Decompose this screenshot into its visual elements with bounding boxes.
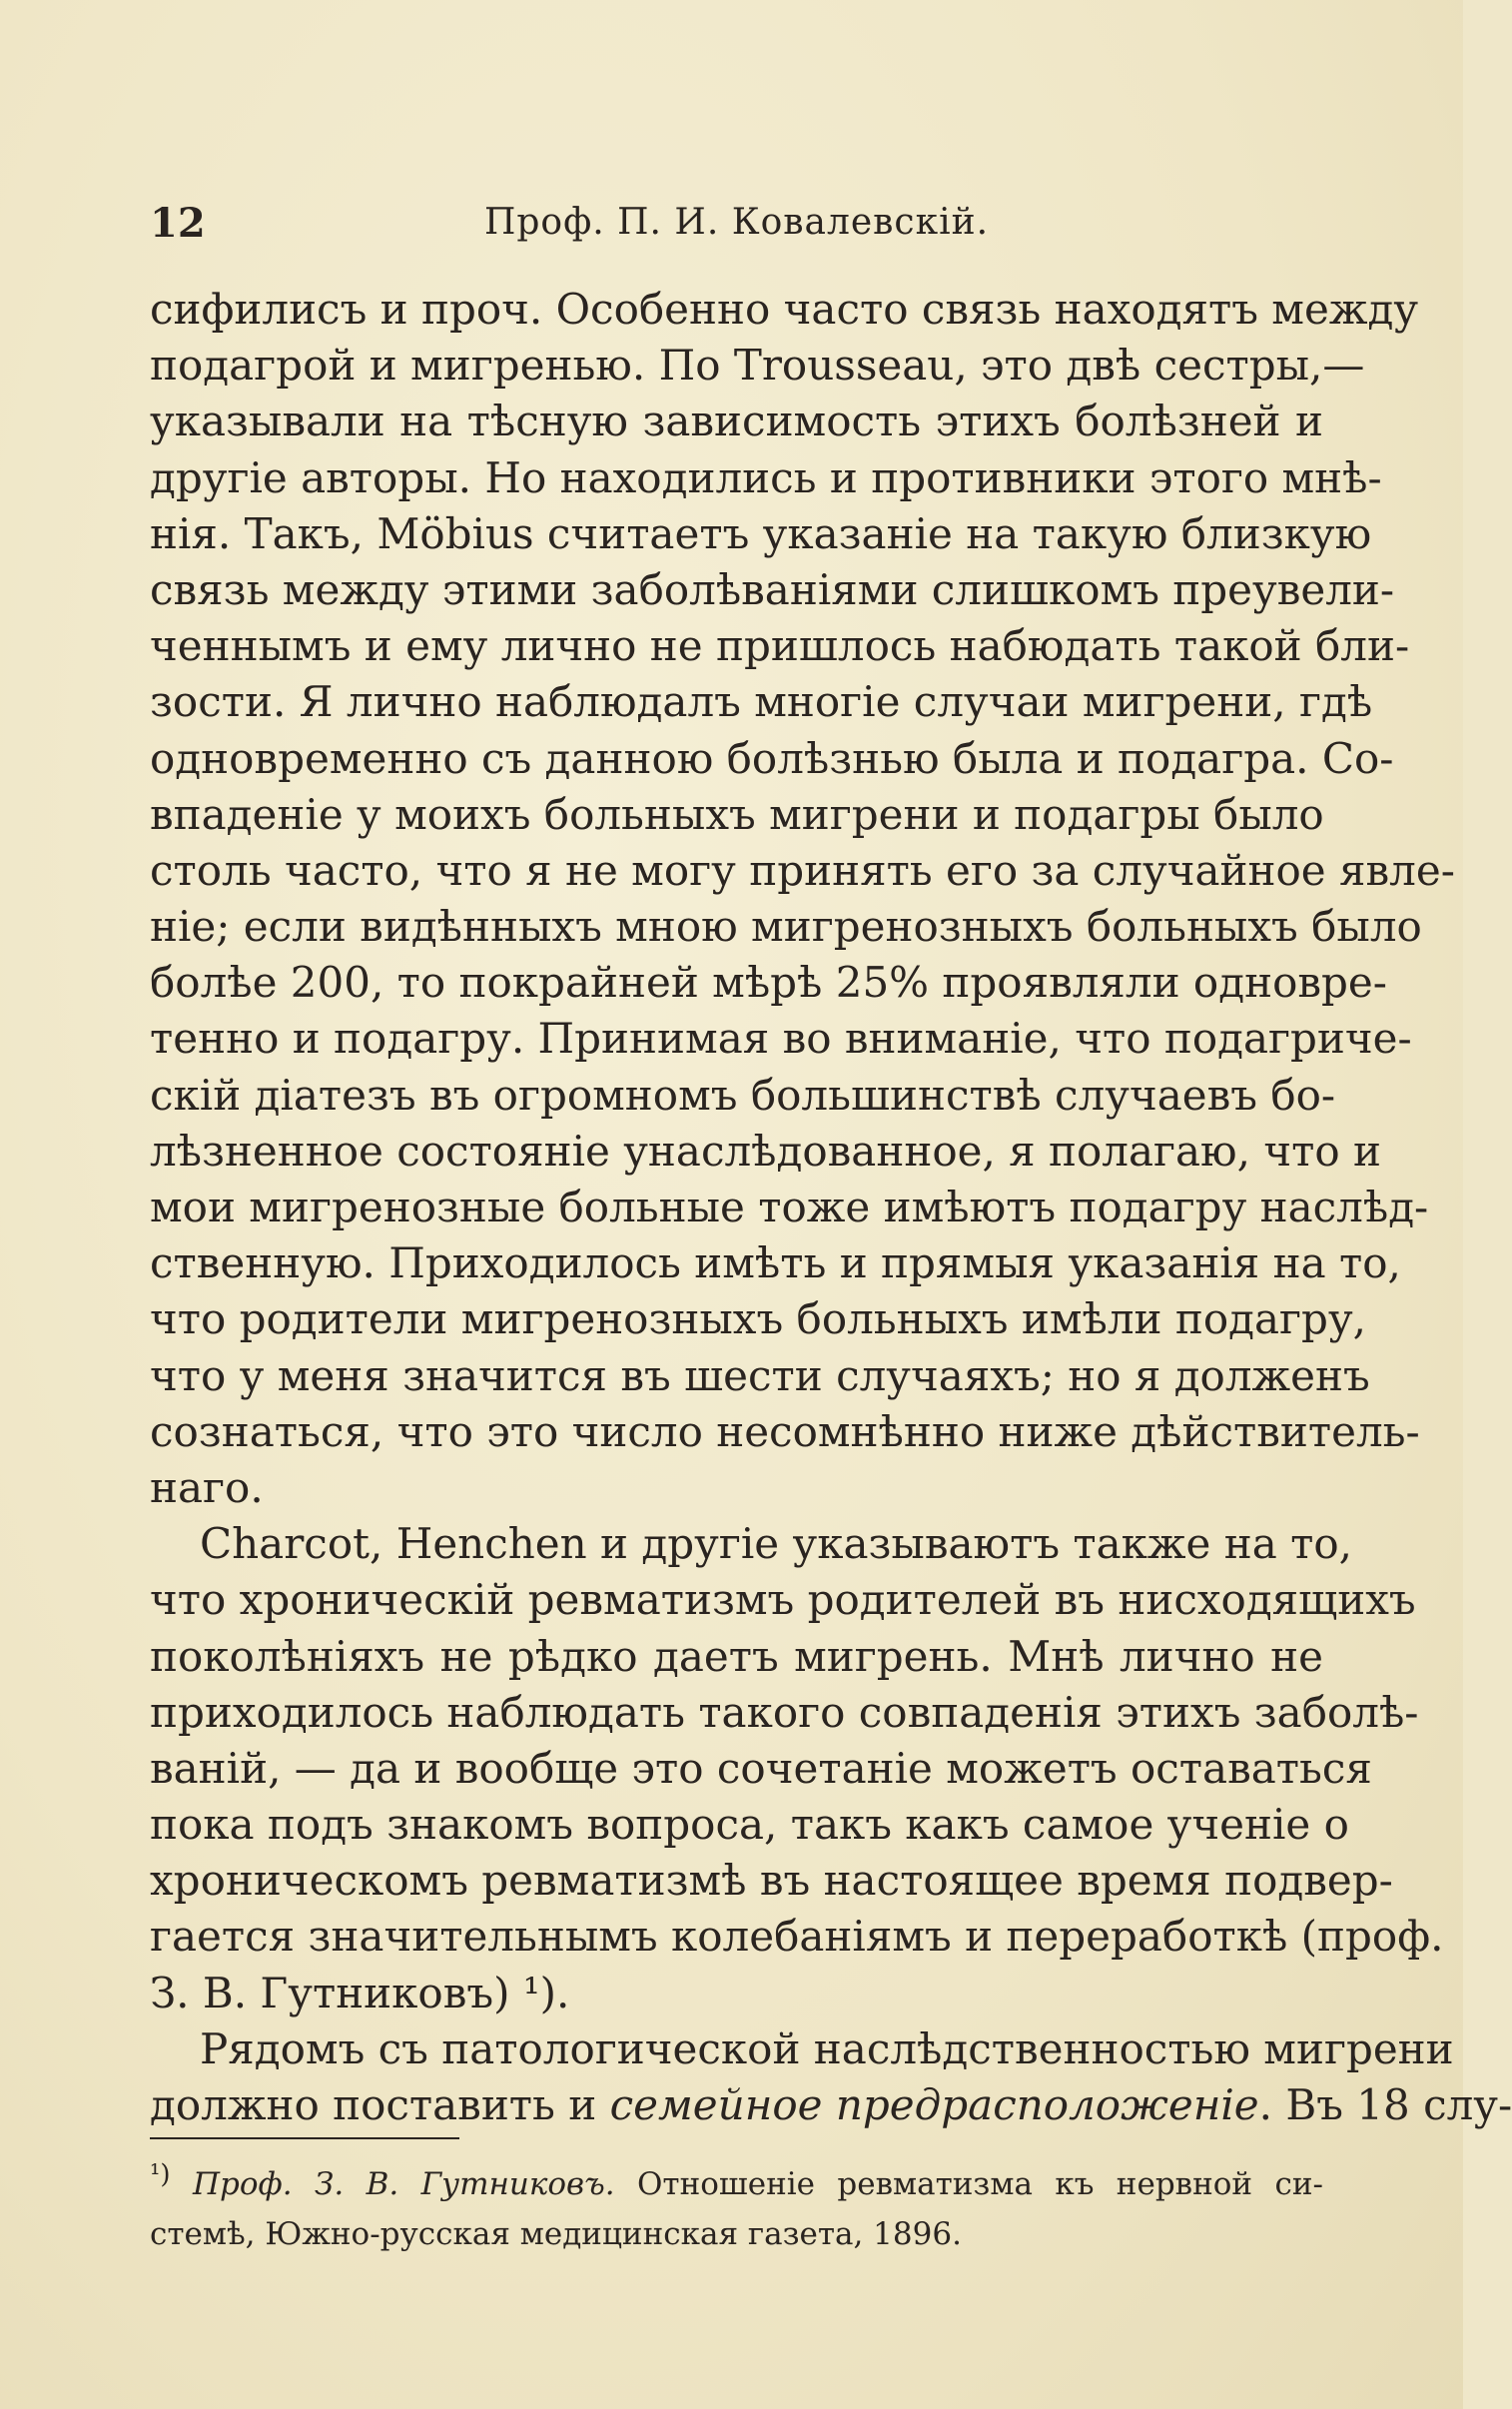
- text-line: [150, 2077, 1512, 2133]
- page-header: [150, 200, 1323, 260]
- text-line: хроническомъ ревматизмѣ въ настоящее время подвер-: [150, 1856, 1393, 1906]
- text-line: скій діатезъ въ огромномъ большинствѣ случаевъ бо-: [150, 1070, 1336, 1120]
- footnote-line: стемѣ, Южно-русская медицинская газета, 1896.: [150, 2216, 962, 2252]
- text-line: связь между этими заболѣваніями слишкомъ преувели-: [150, 564, 1395, 614]
- footnote-rule: [150, 2137, 459, 2139]
- text-line: сознаться, что это число несомнѣнно ниже дѣйствитель-: [150, 1406, 1420, 1456]
- body-text: [150, 282, 1512, 2133]
- text-line: наго.: [150, 1462, 264, 1512]
- text-line: что у меня значится въ шести случаяхъ; но я долженъ: [150, 1350, 1370, 1400]
- paragraph-3: [150, 2021, 1512, 2133]
- italic-term: семейное предрасположеніе: [609, 2080, 1259, 2129]
- text-line: гается значительнымъ колебаніямъ и переработкѣ (проф.: [150, 1912, 1444, 1962]
- text-line: сифилисъ и проч. Особенно часто связь находятъ между: [150, 285, 1419, 334]
- footnote-author: Проф. З. В. Гутниковъ.: [192, 2166, 615, 2202]
- text-fragment: должно поставить и: [150, 2080, 610, 2129]
- text-line: пока подъ знакомъ вопроса, такъ какъ самое ученіе о: [150, 1800, 1349, 1850]
- text-line: другіе авторы. Но находились и противники этого мнѣ-: [150, 452, 1382, 502]
- text-line: лѣзненное состояніе унаслѣдованное, я полагаю, что и: [150, 1126, 1381, 1176]
- text-line: Рядомъ съ патологической наслѣдственностью мигрени: [200, 2023, 1454, 2073]
- text-line: поколѣніяхъ не рѣдко даетъ мигрень. Мнѣ лично не: [150, 1631, 1323, 1681]
- text-fragment: . Въ 18 слу-: [1258, 2080, 1512, 2129]
- text-line: мои мигренозные больные тоже имѣютъ подагру наслѣд-: [150, 1183, 1429, 1231]
- text-line: одновременно съ данною болѣзнью была и подагра. Со-: [150, 733, 1394, 783]
- text-line: подагрой и мигренью. По Trousseau, это двѣ сестры,—: [150, 341, 1365, 391]
- footnote-text: Отношеніе ревматизма къ нервной си-: [614, 2166, 1323, 2202]
- text-line: приходилось наблюдать такого совпаденія этихъ заболѣ-: [150, 1687, 1419, 1737]
- text-line: зости. Я лично наблюдалъ многіе случаи мигрени, гдѣ: [150, 677, 1373, 727]
- text-line: З. В. Гутниковъ) ¹).: [150, 1968, 570, 2017]
- text-line: ваній, — да и вообще это сочетаніе можетъ оставаться: [150, 1743, 1372, 1793]
- paragraph-1: [150, 282, 1455, 1516]
- text-line: тенно и подагру. Принимая во вниманіе, что подагриче-: [150, 1014, 1412, 1064]
- text-line: что хроническій ревматизмъ родителей въ нисходящихъ: [150, 1575, 1416, 1625]
- paragraph-2: [150, 1516, 1444, 2021]
- footnote-line: [150, 2159, 1323, 2209]
- footnote: [150, 2159, 1323, 2259]
- text-line: Charcot, Henchen и другіе указываютъ также на то,: [200, 1519, 1353, 1569]
- text-line: столь часто, что я не могу принять его за случайное явле-: [150, 845, 1455, 895]
- page-number: 12: [150, 200, 206, 247]
- text-line: указывали на тѣсную зависимость этихъ болѣзней и: [150, 397, 1323, 446]
- running-head: Проф. П. И. Ковалевскій.: [483, 202, 990, 243]
- text-line: ніе; если видѣнныхъ мною мигренозныхъ больныхъ было: [150, 902, 1422, 952]
- text-line: что родители мигренозныхъ больныхъ имѣли подагру,: [150, 1294, 1366, 1344]
- text-line: болѣе 200, то покрайней мѣрѣ 25% проявляли одновре-: [150, 958, 1387, 1008]
- footnote-marker: ¹): [150, 2159, 171, 2190]
- text-line: нія. Такъ, Möbius считаетъ указаніе на такую близкую: [150, 508, 1372, 558]
- text-line: ченнымъ и ему лично не пришлось набюдать такой бли-: [150, 621, 1410, 671]
- text-line: впаденіе у моихъ больныхъ мигрени и подагры было: [150, 789, 1324, 839]
- text-line: ственную. Приходилось имѣть и прямыя указанія на то,: [150, 1238, 1401, 1288]
